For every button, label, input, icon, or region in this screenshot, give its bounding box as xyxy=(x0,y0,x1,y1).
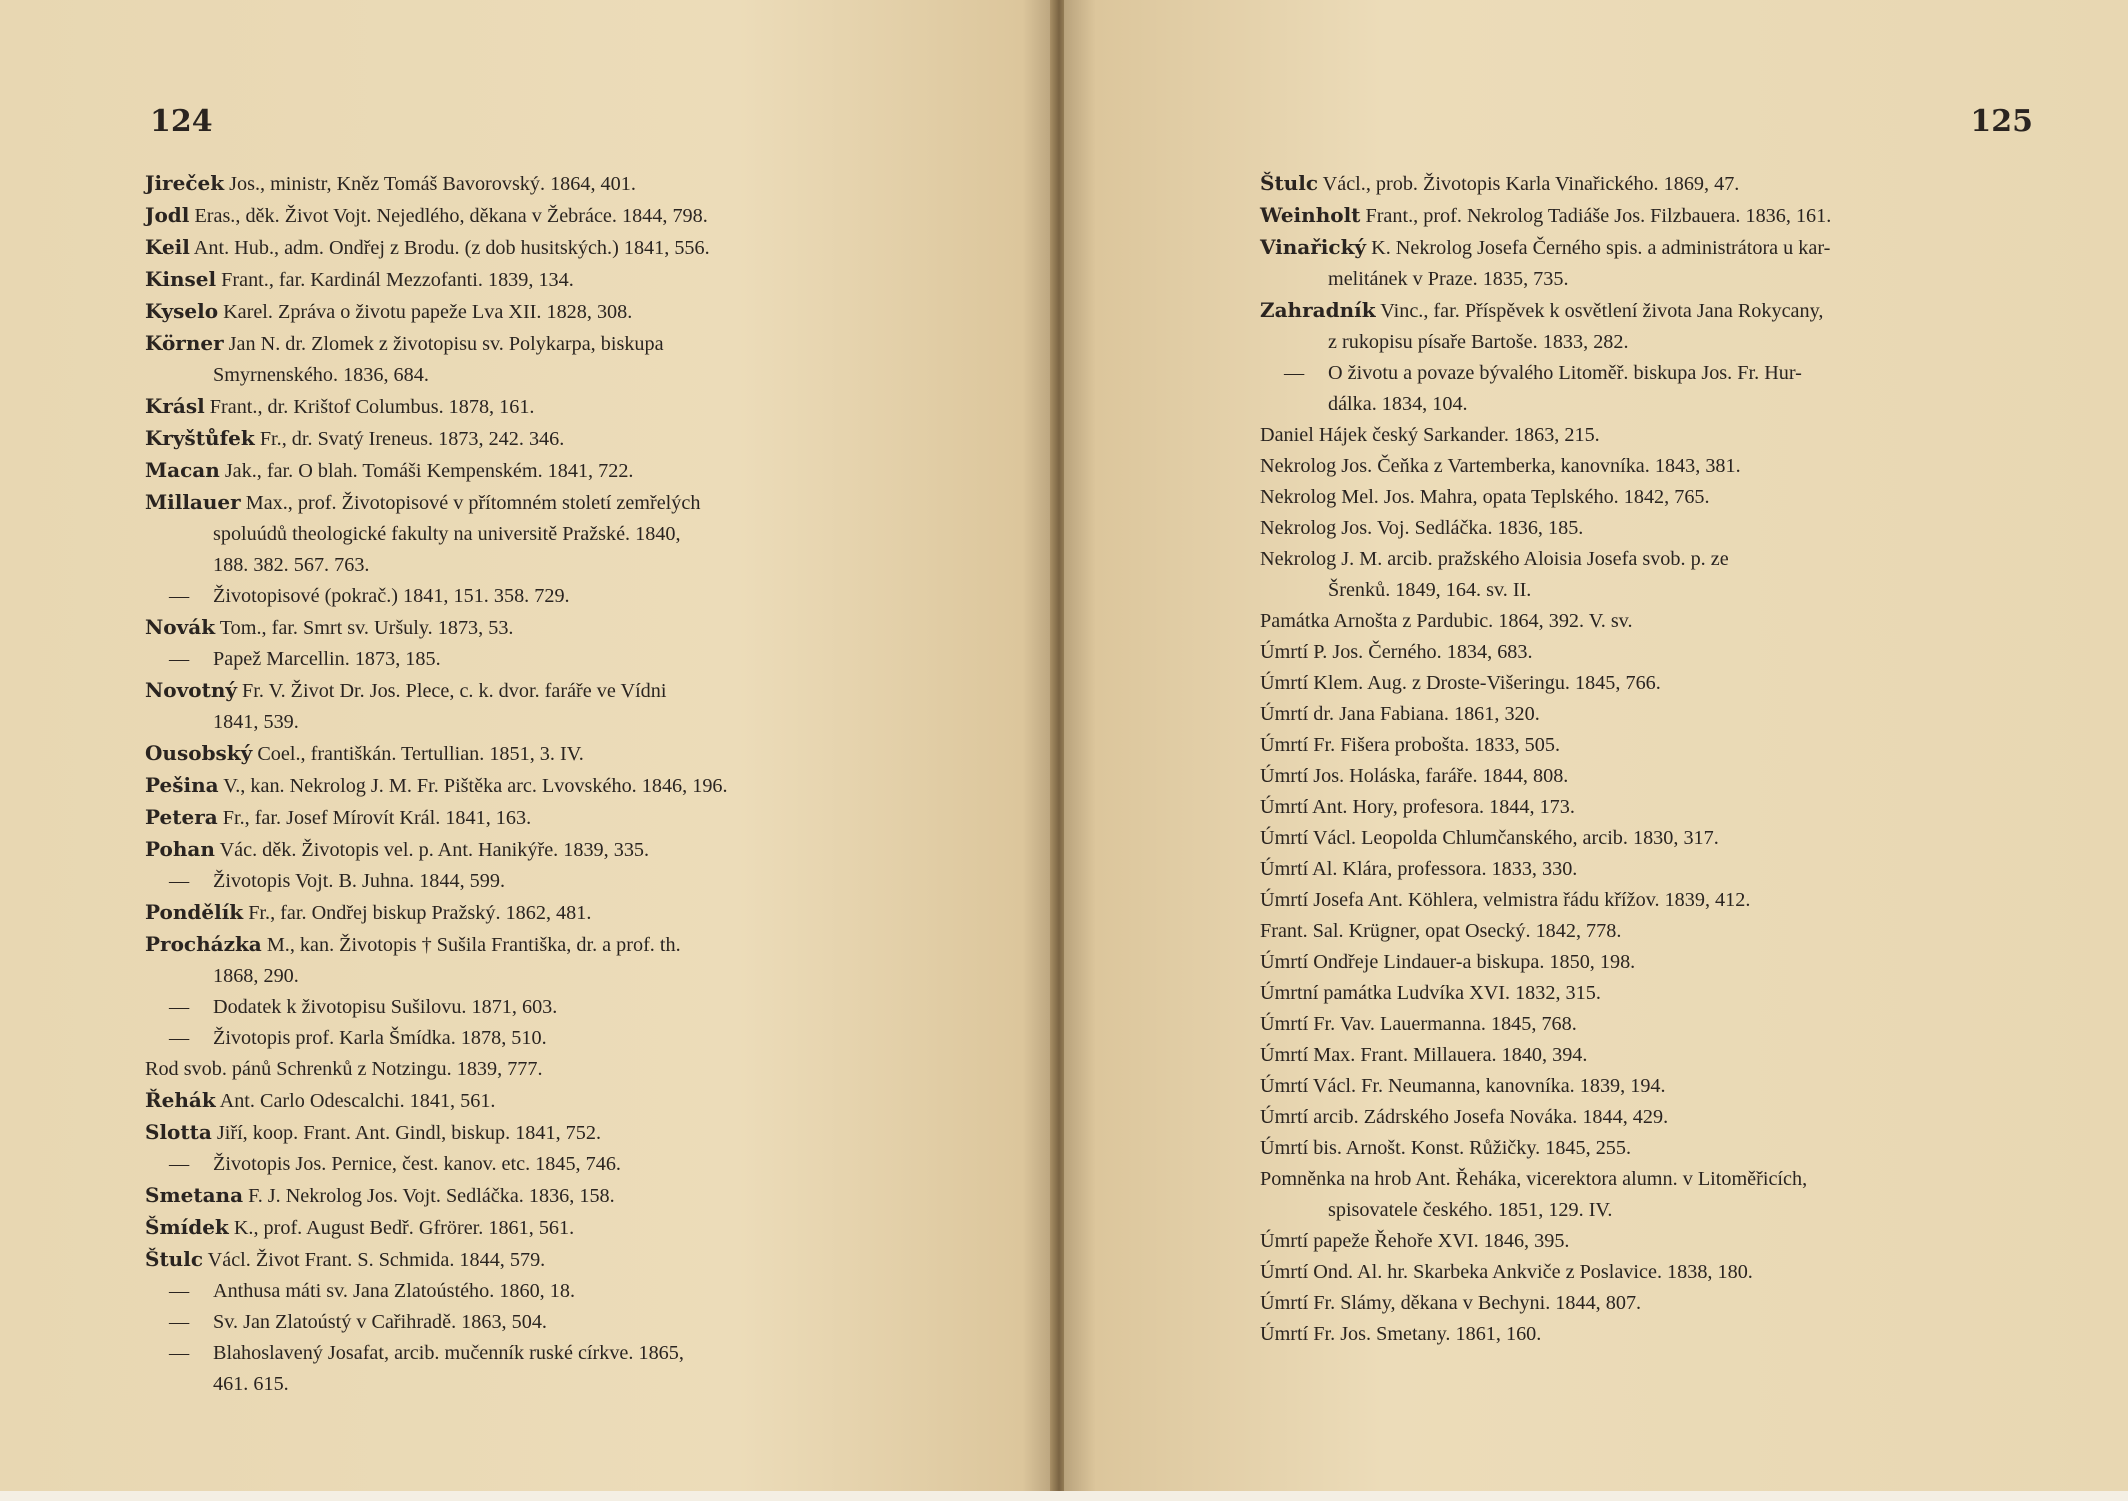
entry-text: F. J. Nekrolog Jos. Vojt. Sedláčka. 1836, 158. xyxy=(243,1185,615,1207)
index-entry xyxy=(145,1023,855,1054)
index-entry xyxy=(145,1117,855,1149)
index-entry xyxy=(145,802,855,834)
entry-line xyxy=(1260,544,2030,575)
entry-text: Úmrtí Ant. Hory, profesora. 1844, 173. xyxy=(1260,796,1575,818)
index-entry xyxy=(1260,854,2030,885)
entry-continuation xyxy=(145,519,855,550)
entry-line xyxy=(1260,730,2030,761)
entry-text: Sv. Jan Zlatoústý v Cařihradě. 1863, 504. xyxy=(213,1311,547,1333)
index-entry xyxy=(145,897,855,929)
index-entry xyxy=(1260,1009,2030,1040)
entry-line xyxy=(145,1244,855,1276)
entry-continuation xyxy=(145,961,855,992)
index-entry xyxy=(1260,482,2030,513)
entry-text: Úmrtí Václ. Fr. Neumanna, kanovníka. 1839, 194. xyxy=(1260,1075,1666,1097)
index-entry xyxy=(1260,730,2030,761)
ditto-dash: — xyxy=(169,585,190,607)
index-entry xyxy=(1260,1164,2030,1226)
entry-text: Úmrtí Josefa Ant. Köhlera, velmistra řádu křížov. 1839, 412. xyxy=(1260,889,1751,911)
ditto-dash: — xyxy=(169,996,190,1018)
entry-line xyxy=(145,1180,855,1212)
index-entry xyxy=(1260,637,2030,668)
entry-line xyxy=(1260,606,2030,637)
entry-text: Fr., far. Ondřej biskup Pražský. 1862, 481. xyxy=(243,902,592,924)
entry-text: K. Nekrolog Josefa Černého spis. a administrátora u kar- xyxy=(1366,237,1831,259)
entry-line xyxy=(145,1338,855,1369)
index-entry xyxy=(1260,978,2030,1009)
ditto-dash: — xyxy=(169,1280,190,1302)
index-entry xyxy=(145,1338,855,1400)
entry-text: Dodatek k životopisu Sušilovu. 1871, 603. xyxy=(213,996,558,1018)
entry-line xyxy=(145,770,855,802)
index-entry xyxy=(1260,792,2030,823)
entry-text: Úmrtí Jos. Holáska, faráře. 1844, 808. xyxy=(1260,765,1569,787)
index-entry xyxy=(145,1149,855,1180)
index-entry xyxy=(145,1307,855,1338)
entry-text: Životopis Vojt. B. Juhna. 1844, 599. xyxy=(213,870,505,892)
index-entry xyxy=(1260,699,2030,730)
index-entry xyxy=(1260,885,2030,916)
entry-line xyxy=(145,1085,855,1117)
entry-line xyxy=(1260,295,2030,327)
entry-text: Smyrnenského. 1836, 684. xyxy=(213,364,429,386)
author-name: Novotný xyxy=(145,678,237,702)
entry-text: Šrenků. 1849, 164. sv. II. xyxy=(1328,579,1532,601)
entry-text: Václ., prob. Životopis Karla Vinařického. 1869, 47. xyxy=(1318,173,1740,195)
entry-line xyxy=(145,1117,855,1149)
index-entry xyxy=(1260,358,2030,420)
index-entry xyxy=(145,264,855,296)
author-name: Macan xyxy=(145,458,220,482)
index-entry xyxy=(1260,916,2030,947)
index-entry xyxy=(145,1180,855,1212)
entry-text: Památka Arnošta z Pardubic. 1864, 392. V. sv. xyxy=(1260,610,1633,632)
index-entry xyxy=(1260,451,2030,482)
entry-text: Vinc., far. Příspěvek k osvětlení života Jana Rokycany, xyxy=(1375,300,1824,322)
entry-text: Frant. Sal. Krügner, opat Osecký. 1842, 778. xyxy=(1260,920,1622,942)
entry-line xyxy=(1260,1226,2030,1257)
index-entry xyxy=(1260,295,2030,358)
entry-text: M., kan. Životopis † Sušila Františka, dr. a prof. th. xyxy=(261,934,681,956)
entry-line xyxy=(1260,451,2030,482)
entry-text: Jan N. dr. Zlomek z životopisu sv. Polykarpa, biskupa xyxy=(223,333,664,355)
entry-text: Úmrtí dr. Jana Fabiana. 1861, 320. xyxy=(1260,703,1540,725)
entry-text: Úmrtní památka Ludvíka XVI. 1832, 315. xyxy=(1260,982,1601,1004)
entry-line xyxy=(1260,885,2030,916)
entry-line xyxy=(145,738,855,770)
author-name: Kyselo xyxy=(145,299,219,323)
entry-text: Frant., prof. Nekrolog Tadiáše Jos. Filzbauera. 1836, 161. xyxy=(1360,205,1832,227)
author-name: Řehák xyxy=(145,1088,216,1112)
entry-line xyxy=(145,834,855,866)
entry-list xyxy=(1260,168,2030,1350)
index-entry xyxy=(145,866,855,897)
entry-text: Tom., far. Smrt sv. Uršuly. 1873, 53. xyxy=(215,617,514,639)
author-name: Weinholt xyxy=(1260,203,1361,227)
author-name: Novák xyxy=(145,615,216,639)
entry-text: Úmrtí Fr. Slámy, děkana v Bechyni. 1844, 807. xyxy=(1260,1292,1642,1314)
scan-edge xyxy=(0,1491,2128,1501)
index-entry xyxy=(1260,1257,2030,1288)
author-name: Kinsel xyxy=(145,267,217,291)
index-entry xyxy=(145,232,855,264)
entry-text: Rod svob. pánů Schrenků z Notzingu. 1839, 777. xyxy=(145,1058,543,1080)
entry-continuation xyxy=(1260,1195,2030,1226)
author-name: Pohan xyxy=(145,837,215,861)
index-entry xyxy=(145,296,855,328)
entry-line xyxy=(145,644,855,675)
author-name: Štulc xyxy=(1260,171,1318,195)
entry-line xyxy=(1260,1288,2030,1319)
entry-text: Fr., far. Josef Mírovít Král. 1841, 163. xyxy=(217,807,532,829)
entry-line xyxy=(1260,668,2030,699)
entry-continuation xyxy=(145,1369,855,1400)
entry-text: Ant. Hub., adm. Ondřej z Brodu. (z dob husitských.) 1841, 556. xyxy=(189,237,710,259)
index-entry xyxy=(1260,823,2030,854)
entry-continuation xyxy=(145,550,855,581)
entry-line xyxy=(1260,200,2030,232)
author-name: Štulc xyxy=(145,1247,203,1271)
author-name: Millauer xyxy=(145,490,241,514)
author-name: Smetana xyxy=(145,1183,244,1207)
entry-text: Eras., děk. Život Vojt. Nejedlého, děkana v Žebráce. 1844, 798. xyxy=(189,205,708,227)
entry-text: Úmrtí Ond. Al. hr. Skarbeka Ankviče z Poslavice. 1838, 180. xyxy=(1260,1261,1753,1283)
entry-continuation xyxy=(1260,575,2030,606)
entry-text: Úmrtí Václ. Leopolda Chlumčanského, arcib. 1830, 317. xyxy=(1260,827,1719,849)
entry-text: Nekrolog Jos. Voj. Sedláčka. 1836, 185. xyxy=(1260,517,1584,539)
entry-line xyxy=(145,866,855,897)
entry-text: spisovatele českého. 1851, 129. IV. xyxy=(1328,1199,1613,1221)
entry-line xyxy=(1260,761,2030,792)
author-name: Kryštůfek xyxy=(145,426,255,450)
entry-text: K., prof. August Bedř. Gfrörer. 1861, 561. xyxy=(228,1217,575,1239)
index-entry xyxy=(145,1276,855,1307)
index-entry xyxy=(1260,1102,2030,1133)
entry-text: Coel., františkán. Tertullian. 1851, 3. IV. xyxy=(252,743,584,765)
entry-text: Úmrtí Fr. Fišera probošta. 1833, 505. xyxy=(1260,734,1560,756)
index-entry xyxy=(145,992,855,1023)
entry-text: Nekrolog J. M. arcib. pražského Aloisia Josefa svob. p. ze xyxy=(1260,548,1729,570)
index-entry xyxy=(1260,544,2030,606)
author-name: Petera xyxy=(145,805,218,829)
entry-text: Životopis Jos. Pernice, čest. kanov. etc. 1845, 746. xyxy=(213,1153,621,1175)
entry-text: Pomněnka na hrob Ant. Řeháka, vicerektora alumn. v Litoměřicích, xyxy=(1260,1168,1808,1190)
entry-line xyxy=(145,200,855,232)
index-entry xyxy=(145,455,855,487)
entry-continuation xyxy=(145,360,855,391)
author-name: Krásl xyxy=(145,394,205,418)
entry-text: Úmrtí P. Jos. Černého. 1834, 683. xyxy=(1260,641,1533,663)
entry-line xyxy=(1260,1071,2030,1102)
index-entry xyxy=(145,328,855,391)
index-entry xyxy=(145,1212,855,1244)
index-entry xyxy=(1260,513,2030,544)
entry-line xyxy=(1260,482,2030,513)
entry-line xyxy=(145,1054,855,1085)
entry-line xyxy=(145,992,855,1023)
index-entry xyxy=(1260,1319,2030,1350)
entry-text: Úmrtí bis. Arnošt. Konst. Růžičky. 1845, 255. xyxy=(1260,1137,1632,1159)
entry-text: Vác. děk. Životopis vel. p. Ant. Hanikýře. 1839, 335. xyxy=(214,839,650,861)
entry-text: Frant., far. Kardinál Mezzofanti. 1839, 134. xyxy=(216,269,574,291)
author-name: Keil xyxy=(145,235,190,259)
ditto-dash: — xyxy=(169,1027,190,1049)
index-entry xyxy=(145,612,855,644)
entry-line xyxy=(145,802,855,834)
entry-line xyxy=(1260,1102,2030,1133)
entry-text: z rukopisu písaře Bartoše. 1833, 282. xyxy=(1328,331,1629,353)
entry-continuation xyxy=(1260,264,2030,295)
entry-line xyxy=(1260,1009,2030,1040)
entry-text: 1841, 539. xyxy=(213,711,299,733)
entry-text: Úmrtí papeže Řehoře XVI. 1846, 395. xyxy=(1260,1230,1570,1252)
entry-text: Úmrtí Fr. Jos. Smetany. 1861, 160. xyxy=(1260,1323,1542,1345)
entry-text: Frant., dr. Krištof Columbus. 1878, 161. xyxy=(204,396,535,418)
index-entry xyxy=(1260,1133,2030,1164)
author-name: Jodl xyxy=(145,203,190,227)
entry-list xyxy=(145,168,855,1400)
entry-text: dálka. 1834, 104. xyxy=(1328,393,1468,415)
index-entry xyxy=(145,738,855,770)
index-entry xyxy=(145,391,855,423)
entry-text: Václ. Život Frant. S. Schmida. 1844, 579. xyxy=(203,1249,546,1271)
index-entry xyxy=(1260,947,2030,978)
entry-line xyxy=(145,612,855,644)
index-entry xyxy=(145,1244,855,1276)
entry-line xyxy=(145,296,855,328)
author-name: Vinařický xyxy=(1260,235,1367,259)
entry-line xyxy=(145,1307,855,1338)
entry-text: 1868, 290. xyxy=(213,965,299,987)
entry-line xyxy=(1260,792,2030,823)
index-entry xyxy=(1260,1288,2030,1319)
entry-text: Daniel Hájek český Sarkander. 1863, 215. xyxy=(1260,424,1600,446)
entry-text: Životopis prof. Karla Šmídka. 1878, 510. xyxy=(213,1027,547,1049)
entry-line xyxy=(145,264,855,296)
author-name: Jireček xyxy=(145,171,225,195)
left-page xyxy=(0,0,1054,1501)
entry-text: V., kan. Nekrolog J. M. Fr. Pištěka arc. Lvovského. 1846, 196. xyxy=(218,775,728,797)
index-entry xyxy=(145,423,855,455)
index-entry xyxy=(145,675,855,738)
entry-text: Max., prof. Životopisové v přítomném století zemřelých xyxy=(240,492,701,514)
entry-line xyxy=(145,1023,855,1054)
author-name: Slotta xyxy=(145,1120,212,1144)
entry-line xyxy=(1260,168,2030,200)
author-name: Pondělík xyxy=(145,900,244,924)
index-entry xyxy=(1260,168,2030,200)
index-entry xyxy=(1260,606,2030,637)
entry-text: Karel. Zpráva o životu papeže Lva XII. 1828, 308. xyxy=(218,301,633,323)
entry-line xyxy=(1260,1257,2030,1288)
index-entry xyxy=(1260,1226,2030,1257)
entry-text: Blahoslavený Josafat, arcib. mučenník ruské církve. 1865, xyxy=(213,1342,684,1364)
entry-text: melitánek v Praze. 1835, 735. xyxy=(1328,268,1569,290)
entry-text: 188. 382. 567. 763. xyxy=(213,554,370,576)
index-entry xyxy=(1260,232,2030,295)
entry-text: Fr. V. Život Dr. Jos. Plece, c. k. dvor. faráře ve Vídni xyxy=(236,680,667,702)
ditto-dash: — xyxy=(169,1342,190,1364)
entry-text: Jak., far. O blah. Tomáši Kempenském. 1841, 722. xyxy=(219,460,634,482)
index-entry xyxy=(145,770,855,802)
entry-line xyxy=(1260,420,2030,451)
entry-line xyxy=(145,391,855,423)
entry-line xyxy=(145,1149,855,1180)
entry-text: Úmrtí Max. Frant. Millauera. 1840, 394. xyxy=(1260,1044,1588,1066)
author-name: Körner xyxy=(145,331,224,355)
index-entry xyxy=(145,834,855,866)
entry-line xyxy=(1260,358,2030,389)
entry-text: Jiří, koop. Frant. Ant. Gindl, biskup. 1841, 752. xyxy=(211,1122,602,1144)
entry-line xyxy=(145,423,855,455)
entry-line xyxy=(1260,1164,2030,1195)
right-page xyxy=(1064,0,2128,1501)
author-name: Zahradník xyxy=(1260,298,1376,322)
index-entry xyxy=(1260,1040,2030,1071)
entry-line xyxy=(1260,1319,2030,1350)
entry-line xyxy=(145,168,855,200)
index-entry xyxy=(145,487,855,581)
entry-text: Anthusa máti sv. Jana Zlatoústého. 1860, 18. xyxy=(213,1280,576,1302)
entry-text: Úmrtí Al. Klára, professora. 1833, 330. xyxy=(1260,858,1578,880)
entry-text: O životu a povaze bývalého Litoměř. biskupa Jos. Fr. Hur- xyxy=(1328,362,1802,384)
entry-text: Úmrtí arcib. Zádrského Josefa Nováka. 1844, 429. xyxy=(1260,1106,1669,1128)
entry-text: Ant. Carlo Odescalchi. 1841, 561. xyxy=(215,1090,496,1112)
entry-text: Fr., dr. Svatý Ireneus. 1873, 242. 346. xyxy=(254,428,565,450)
entry-line xyxy=(145,232,855,264)
entry-text: Úmrtí Ondřeje Lindauer-a biskupa. 1850, 198. xyxy=(1260,951,1636,973)
entry-line xyxy=(1260,513,2030,544)
author-name: Ousobský xyxy=(145,741,253,765)
page-number: 124 xyxy=(150,104,213,139)
entry-continuation xyxy=(145,707,855,738)
index-entry xyxy=(145,1054,855,1085)
entry-text: Nekrolog Mel. Jos. Mahra, opata Teplského. 1842, 765. xyxy=(1260,486,1710,508)
index-entry xyxy=(145,644,855,675)
entry-line xyxy=(1260,637,2030,668)
index-entry xyxy=(1260,668,2030,699)
entry-line xyxy=(145,897,855,929)
entry-text: Životopisové (pokrač.) 1841, 151. 358. 729. xyxy=(213,585,570,607)
ditto-dash: — xyxy=(1284,362,1305,384)
ditto-dash: — xyxy=(169,870,190,892)
author-name: Šmídek xyxy=(145,1215,229,1239)
entry-line xyxy=(1260,699,2030,730)
entry-text: Úmrtí Klem. Aug. z Droste-Višeringu. 1845, 766. xyxy=(1260,672,1661,694)
entry-continuation xyxy=(1260,327,2030,358)
entry-continuation xyxy=(1260,389,2030,420)
entry-line xyxy=(145,1212,855,1244)
entry-line xyxy=(145,929,855,961)
entry-line xyxy=(1260,823,2030,854)
entry-line xyxy=(145,581,855,612)
entry-line xyxy=(1260,916,2030,947)
entry-text: Jos., ministr, Kněz Tomáš Bavorovský. 1864, 401. xyxy=(224,173,636,195)
entry-line xyxy=(145,487,855,519)
entry-line xyxy=(1260,947,2030,978)
entry-line xyxy=(1260,978,2030,1009)
entry-text: 461. 615. xyxy=(213,1373,289,1395)
entry-text: Papež Marcellin. 1873, 185. xyxy=(213,648,441,670)
author-name: Pešina xyxy=(145,773,219,797)
index-entry xyxy=(145,200,855,232)
entry-line xyxy=(1260,232,2030,264)
ditto-dash: — xyxy=(169,1153,190,1175)
entry-line xyxy=(145,328,855,360)
ditto-dash: — xyxy=(169,648,190,670)
author-name: Procházka xyxy=(145,932,262,956)
page-number: 125 xyxy=(1970,104,2033,139)
entry-text: Nekrolog Jos. Čeňka z Vartemberka, kanovníka. 1843, 381. xyxy=(1260,455,1741,477)
index-entry xyxy=(1260,1071,2030,1102)
index-entry xyxy=(1260,200,2030,232)
index-entry xyxy=(145,1085,855,1117)
index-entry xyxy=(145,581,855,612)
index-entry xyxy=(145,929,855,992)
entry-line xyxy=(1260,1133,2030,1164)
entry-line xyxy=(1260,854,2030,885)
index-entry xyxy=(145,168,855,200)
entry-text: Úmrtí Fr. Vav. Lauermanna. 1845, 768. xyxy=(1260,1013,1577,1035)
entry-line xyxy=(1260,1040,2030,1071)
entry-line xyxy=(145,675,855,707)
entry-text: spoluúdů theologické fakulty na universitě Pražské. 1840, xyxy=(213,523,681,545)
index-entry xyxy=(1260,761,2030,792)
entry-line xyxy=(145,1276,855,1307)
index-entry xyxy=(1260,420,2030,451)
ditto-dash: — xyxy=(169,1311,190,1333)
entry-line xyxy=(145,455,855,487)
